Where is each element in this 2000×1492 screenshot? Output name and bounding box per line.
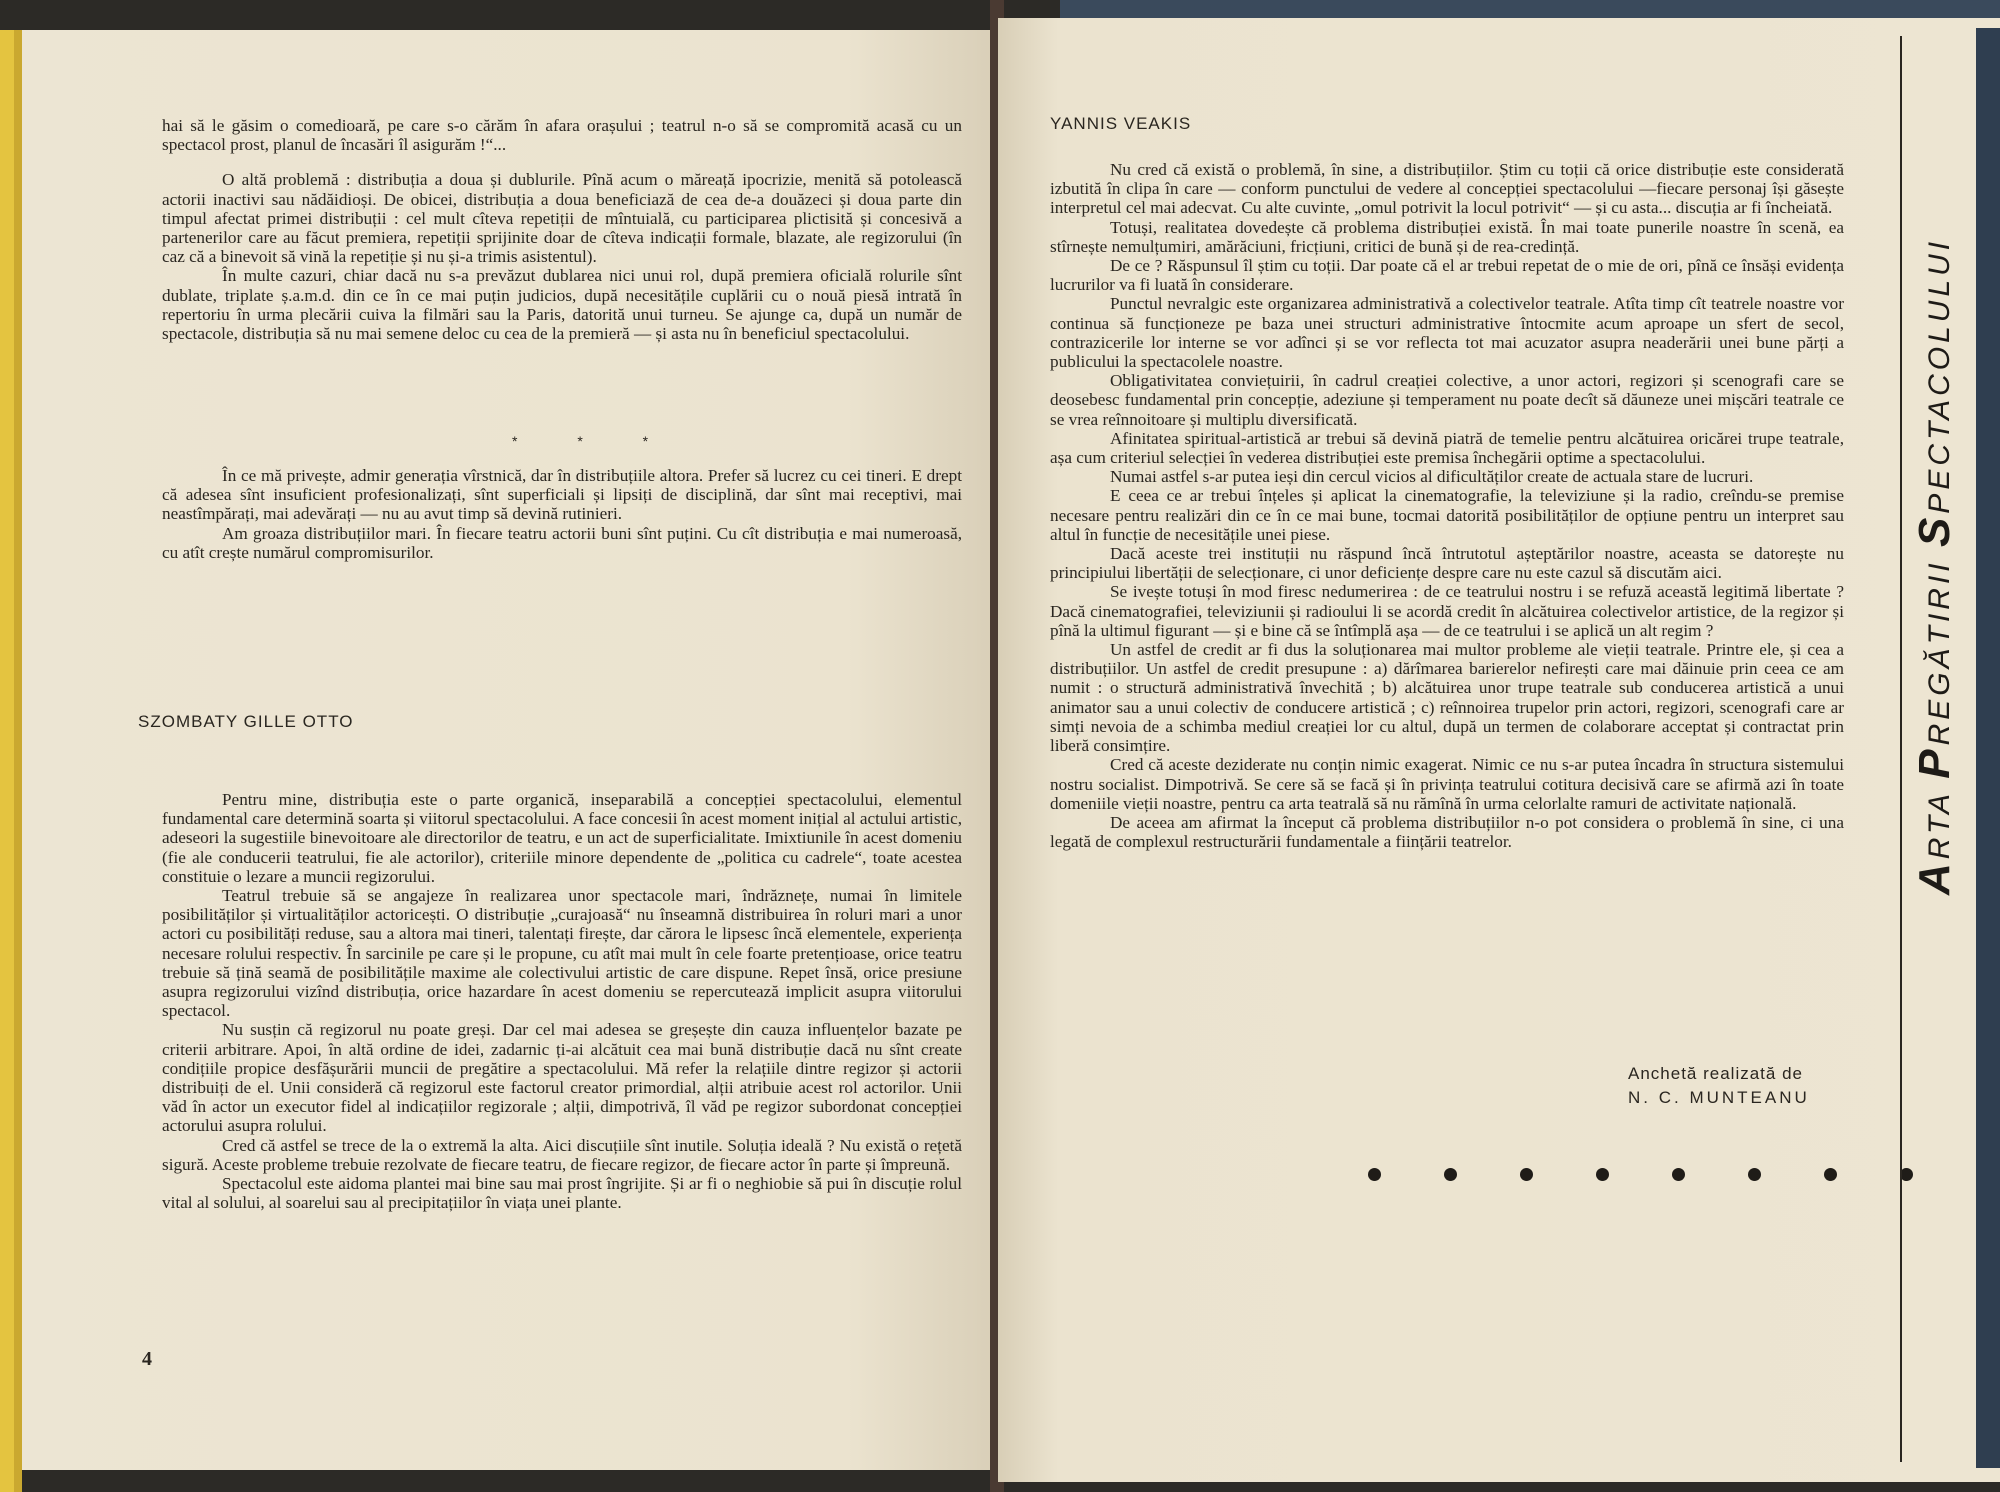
paragraph: hai să le găsim o comedioară, pe care s-o cărăm în afara orașului ; teatrul n-o să se compromită acasă cu un spectacol prost, planul de încasări îl asigurăm !“... (162, 116, 962, 155)
left-page (22, 30, 994, 1470)
decorative-dot (1748, 1168, 1761, 1181)
sidebar-title-segment: REGĂTIRII (1923, 547, 1956, 746)
page-number: 4 (142, 1348, 152, 1370)
paragraph: Punctul nevralgic este organizarea administrativă a colectivelor teatrale. Atîta timp cît teatrele noastre vor continua să funcționeze pe baza unei structuri administrative întocmite acum aproape un sfert de secol, contrazicerile lor interne se vor adînci și se vor reflecta tot mai acuzator asupra neaderării unei bune părți a publicului la spectacolele noastre. (1050, 294, 1844, 372)
sidebar-title-segment: PECTACOLULUI (1923, 237, 1956, 514)
sidebar-title-segment: P (1910, 745, 1959, 779)
sidebar-title-segment: S (1910, 513, 1959, 548)
paragraph: Pentru mine, distribuția este o parte organică, inseparabilă a concepției spectacolului, elementul fundamental care determină soarta și viitorul spectacolului. A face concesii în acest moment inițial al actului artistic, adeseori la sugestiile binevoitoare ale directorilor de teatru, e un act de superficialitate. Imixtiunile în acest domeniu (fie ale conducerii teatrului, fie ale actorilor), criteriile minore dependente de „politica cu cadrele“, toate acestea constituie o lezare a muncii regizorului. (162, 790, 962, 886)
paragraph: În multe cazuri, chiar dacă nu s-a prevăzut dublarea nici unui rol, după premiera oficială rolurile sînt dublate, triplate ș.a.m.d. din ce în ce mai puțin judicios, după necesitățile cuplării cu o nouă piesă intrată în repertoriu în urma plecării cuiva la filmări sau la Paris, datorită unui turneu. Se ajunge ca, după un număr de spectacole, distribuția să nu mai semene deloc cu cea de la premieră — și asta nu în beneficiul spectacolului. (162, 266, 962, 344)
paragraph: E ceea ce ar trebui înțeles și aplicat la cinematografie, la televiziune și la radio, creîndu-se premise necesare pentru realizări din ce în ce mai bune, tocmai datorită posibilităților de opțiune pentru un interpret sau altul în funcție de necesitățile unei piese. (1050, 486, 1844, 544)
paragraph: Afinitatea spiritual-artistică ar trebui să devină piatră de temelie pentru alcătuirea oricărei trupe teatrale, așa cum criteriul selecției în vederea distribuției este premisa închegării optime a spectacolului. (1050, 428, 1844, 468)
decorative-dot-row (1368, 1168, 1938, 1188)
section-separator: * * * (512, 433, 677, 449)
cover-edge-left (0, 30, 14, 1492)
decorative-dot (1824, 1168, 1837, 1181)
paragraph: Teatrul trebuie să se angajeze în realizarea unor spectacole mari, îndrăznețe, numai în limitele posibilităților și virtualităților actoricești. O distribuție „curajoasă“ nu înseamnă distribuirea în roluri mari a unor actori cu posibilități reduse, sau a altora mai tineri, talentați firește, dar cărora le lipsesc încă elementele, experiența necesare rolului respectiv. În sarcinile pe care și le propune, cu atît mai mult în cele foarte pretențioase, orice teatru trebuie să țină seamă de posibilitățile maxime ale colectivului artistic de care dispune. Repet însă, orice presiune asupra regizorului vizînd distribuția, orice hazardare în acest domeniu se repercutează implicit asupra viitorului spectacol. (162, 886, 962, 1021)
cover-edge-left-shadow (14, 30, 22, 1492)
paragraph: Dacă aceste trei instituții nu răspund încă întrutotul așteptărilor noastre, aceasta se datorește nu principiului libertății de selecționare, ci unor deficiențe despre care nu este cazul să discutăm aici. (1050, 544, 1844, 583)
signature-credit: Anchetă realizată de (1628, 1064, 1803, 1083)
author-heading-szombaty: SZOMBATY GILLE OTTO (138, 712, 354, 731)
left-column-text-2 (162, 466, 962, 562)
paragraph: Un astfel de credit ar fi dus la soluționarea mai multor probleme ale vieții teatrale. Printre ele, și cea a distribuțiilor. Un astfel de credit presupune : a) dărîmarea barierelor nefirești care mai dăinuie prin ceea ce am numit : o structură administrativă învechită ; b) alcătuirea unor trupe teatrale sub conducerea artistică a unui animator sau a unui colectiv de conducere artistică ; c) reînnoirea trupelor prin actori, regizori, scenografi care ar simți nevoia de a schimba mediul creației lor cu altul, după un termen de colaborare acceptat și contractat prin liberă consimțire. (1050, 640, 1844, 756)
paragraph: Spectacolul este aidoma plantei mai bine sau mai prost îngrijite. Și ar fi o neghiobie să pui în discuție rolul vital al solului, al soarelui sau al precipitațiilor în viața unei plante. (162, 1174, 962, 1213)
right-page (998, 18, 2000, 1482)
sidebar-title-segment: A (1910, 859, 1959, 895)
paragraph: Obligativitatea conviețuirii, în cadrul creației colective, a unor actori, regizori și scenografi care se deosebesc fundamental prin concepție, adeziune și temperament nu poate decît să dăuneze unei mișcări teatrale ce se vrea reînnoitoare și multiplu diversificată. (1050, 371, 1844, 429)
paragraph: Totuși, realitatea dovedește că problema distribuției există. În mai toate punerile noastre în scenă, ea stîrnește nemulțumiri, amărăciuni, fricțiuni, critici de bună și de rea-credință. (1050, 217, 1844, 256)
paragraph: Numai astfel s-ar putea ieși din cercul vicios al dificultăților create de actuala stare de lucruri. (1110, 467, 1754, 487)
paragraph: Cred că astfel se trece de la o extremă la alta. Aici discuțiile sînt inutile. Soluția ideală ? Nu există o rețetă sigură. Aceste probleme trebuie rezolvate de fiecare teatru, de fiecare regizor, de fiecare actor în parte și împreună. (162, 1135, 962, 1174)
decorative-dot (1520, 1168, 1533, 1181)
sidebar-section-title (1910, 238, 1960, 895)
paragraph: Nu cred că există o problemă, în sine, a distribuțiilor. Știm cu toții că orice distribuție este considerată izbutită în clipa în care — conform punctului de vedere al concepției spectacolului —fiecare personaj își găsește interpretul cel mai adecvat. Cu alte cuvinte, „omul potrivit la locul potrivit“ — și cu asta... discuția ar fi încheiată. (1050, 160, 1844, 218)
paragraph: De aceea am afirmat la început că problema distribuțiilor n-o pot considera o problemă în sine, ci una legată de complexul restructurării fundamentale a ființării teatrelor. (1050, 812, 1844, 852)
author-heading-veakis: YANNIS VEAKIS (1050, 114, 1192, 133)
paragraph: Cred că aceste deziderate nu conțin nimic exagerat. Nimic ce nu s-ar putea încadra în structura sistemului nostru socialist. Dimpotrivă. Se cere să se facă și în privința teatrului cotitura decisivă care se afirmă azi în toate domeniile vieții noastre, pentru ca arta teatrală să nu rămînă în urma celorlalte ramuri de activitate națională. (1050, 755, 1844, 813)
decorative-dot (1596, 1168, 1609, 1181)
paragraph: Se ivește totuși în mod firesc nedumerirea : de ce teatrului nostru i se refuză această legitimă libertate ? Dacă cinematografiei, televiziunii și radioului li se acordă credit în alcătuirea colectivelor artistice, de la regizor și pînă la ultimul figurant — și e bine că se întîmplă așa — de ce teatrului i se aplică un alt regim ? (1050, 582, 1844, 640)
sidebar-rule (1900, 36, 1902, 1462)
right-column-text (1050, 160, 1844, 851)
decorative-dot (1444, 1168, 1457, 1181)
paragraph: O altă problemă : distribuția a doua și dublurile. Pînă acum o măreață ipocrizie, menită să potolească actorii inactivi sau nădăidioși. De obicei, distribuția a doua beneficiază de cea de-a douăzeci și doua parte din timpul afectat primei distribuții : cel mult cîteva repetiții de mîntuială, cu participarea plictisită și concesivă a partenerilor care au făcut premiera, repetiții sprijinite doar de cîteva indicații formale, blazate, ale regizorului (în caz că a binevoit să vină la repetiție și nu și-a trimis asistentul). (162, 170, 962, 267)
signature-name: N. C. MUNTEANU (1628, 1088, 1810, 1107)
decorative-dot (1368, 1168, 1381, 1181)
paragraph: Nu susțin că regizorul nu poate greși. Dar cel mai adesea se greșește din cauza influențelor bazate pe criterii arbitrare. Apoi, în altă ordine de idei, zadarnic ți-ai alcătuit cea mai bună distribuție dacă nu sînt create condițiile propice desfășurării muncii de pregătire a spectacolului. Mă refer la relațiile dintre regizor și actorii distribuiți de el. Unii consideră că regizorul este factorul creator primordial, alții atribuie acest rol actorilor. Unii văd în actor un executor fidel al indicațiilor regizorale ; alții, dimpotrivă, îl văd pe regizor subordonat concepției actorului asupra rolului. (162, 1020, 962, 1136)
decorative-dot (1672, 1168, 1685, 1181)
left-column-text-3 (162, 790, 962, 1212)
left-column-text (162, 116, 962, 343)
cover-edge-right (1976, 28, 2000, 1468)
sidebar-title-segment: RTA (1923, 778, 1956, 860)
paragraph: De ce ? Răspunsul îl știm cu toții. Dar poate că el ar trebui repetat de o mie de ori, pînă ce însăși evidența lucrurilor va fi luată în considerare. (1050, 256, 1844, 295)
paragraph: În ce mă privește, admir generația vîrstnică, dar în distribuțiile altora. Prefer să lucrez cu cei tineri. E drept că adesea sînt insuficient profesionalizați, sînt superficiali și lipsiți de disciplină, dar sînt mai receptivi, mai neastîmpărați, mai adevărați — nu au avut timp să devină rutinieri. (162, 466, 962, 524)
paragraph: Am groaza distribuțiilor mari. În fiecare teatru actorii buni sînt puțini. Cu cît distribuția e mai numeroasă, cu atît crește numărul compromisurilor. (162, 523, 962, 562)
